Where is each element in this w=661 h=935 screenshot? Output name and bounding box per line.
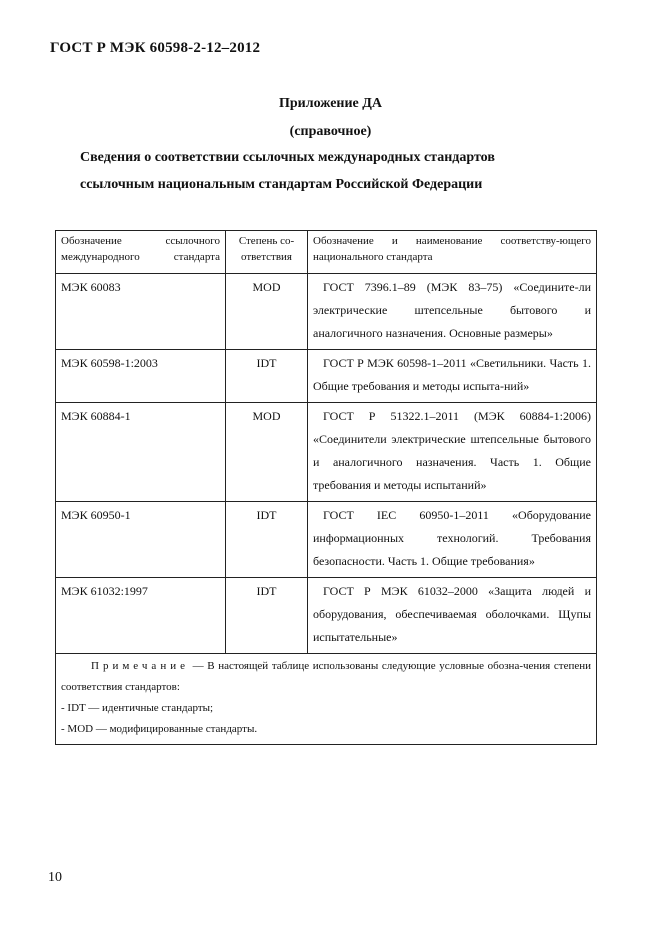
- degree-cell: IDT: [226, 502, 308, 578]
- intl-standard-cell: МЭК 60950-1: [56, 502, 226, 578]
- degree-cell: MOD: [226, 274, 308, 350]
- annex-subtitle: (справочное): [289, 124, 372, 139]
- note-paragraph: [61, 656, 591, 698]
- degree-cell: IDT: [226, 578, 308, 654]
- note-item-mod: - MOD — модифицированные стандарты.: [61, 723, 258, 735]
- table-row: [56, 274, 597, 350]
- page-number: 10: [48, 870, 62, 885]
- table-header-row: [56, 231, 597, 274]
- intl-standard-cell: МЭК 60598-1:2003: [56, 350, 226, 403]
- intl-standard-cell: МЭК 60884-1: [56, 403, 226, 502]
- note-item-idt: - IDT — идентичные стандарты;: [61, 702, 214, 714]
- national-standard-cell: ГОСТ 7396.1–89 (МЭК 83–75) «Соедините-ли электрические штепсельные бытового и аналогичного назначения. Основные размеры»: [308, 274, 597, 350]
- note-label: Примечание: [91, 660, 189, 672]
- national-standard-cell: ГОСТ Р МЭК 61032–2000 «Защита людей и оборудования, обеспечиваемая оболочками. Щупы испытательные»: [308, 578, 597, 654]
- header-national-standard: Обозначение и наименование соответству-ющего национального стандарта: [308, 231, 597, 274]
- national-standard-cell: ГОСТ IEC 60950-1–2011 «Оборудование информационных технологий. Требования безопасности. Часть 1. Общие требования»: [308, 502, 597, 578]
- correspondence-table: [55, 230, 597, 745]
- table-row: [56, 502, 597, 578]
- annex-heading-line-2: ссылочным национальным стандартам Российской Федерации: [80, 177, 483, 192]
- degree-cell: IDT: [226, 350, 308, 403]
- national-standard-cell: ГОСТ Р 51322.1–2011 (МЭК 60884-1:2006) «Соединители электрические штепсельные бытового и аналогичного назначения. Часть 1. Общие требования и методы испытаний»: [308, 403, 597, 502]
- document-id: ГОСТ Р МЭК 60598-2-12–2012: [50, 40, 261, 56]
- intl-standard-cell: МЭК 61032:1997: [56, 578, 226, 654]
- table-row: [56, 350, 597, 403]
- degree-cell: MOD: [226, 403, 308, 502]
- annex-heading-line-1: Сведения о соответствии ссылочных международных стандартов: [80, 150, 495, 165]
- note-text: — В настоящей таблице использованы следующие условные обозна-чения степени соответствия стандартов:: [61, 660, 591, 693]
- table-note-row: [56, 654, 597, 745]
- header-degree: Степень со-ответствия: [226, 231, 308, 274]
- table-note: [56, 654, 597, 745]
- table-row: [56, 403, 597, 502]
- header-international-standard: Обозначение ссылочного международного стандарта: [56, 231, 226, 274]
- intl-standard-cell: МЭК 60083: [56, 274, 226, 350]
- national-standard-cell: ГОСТ Р МЭК 60598-1–2011 «Светильники. Часть 1. Общие требования и методы испыта-ний»: [308, 350, 597, 403]
- table-row: [56, 578, 597, 654]
- annex-title: Приложение ДА: [278, 96, 383, 111]
